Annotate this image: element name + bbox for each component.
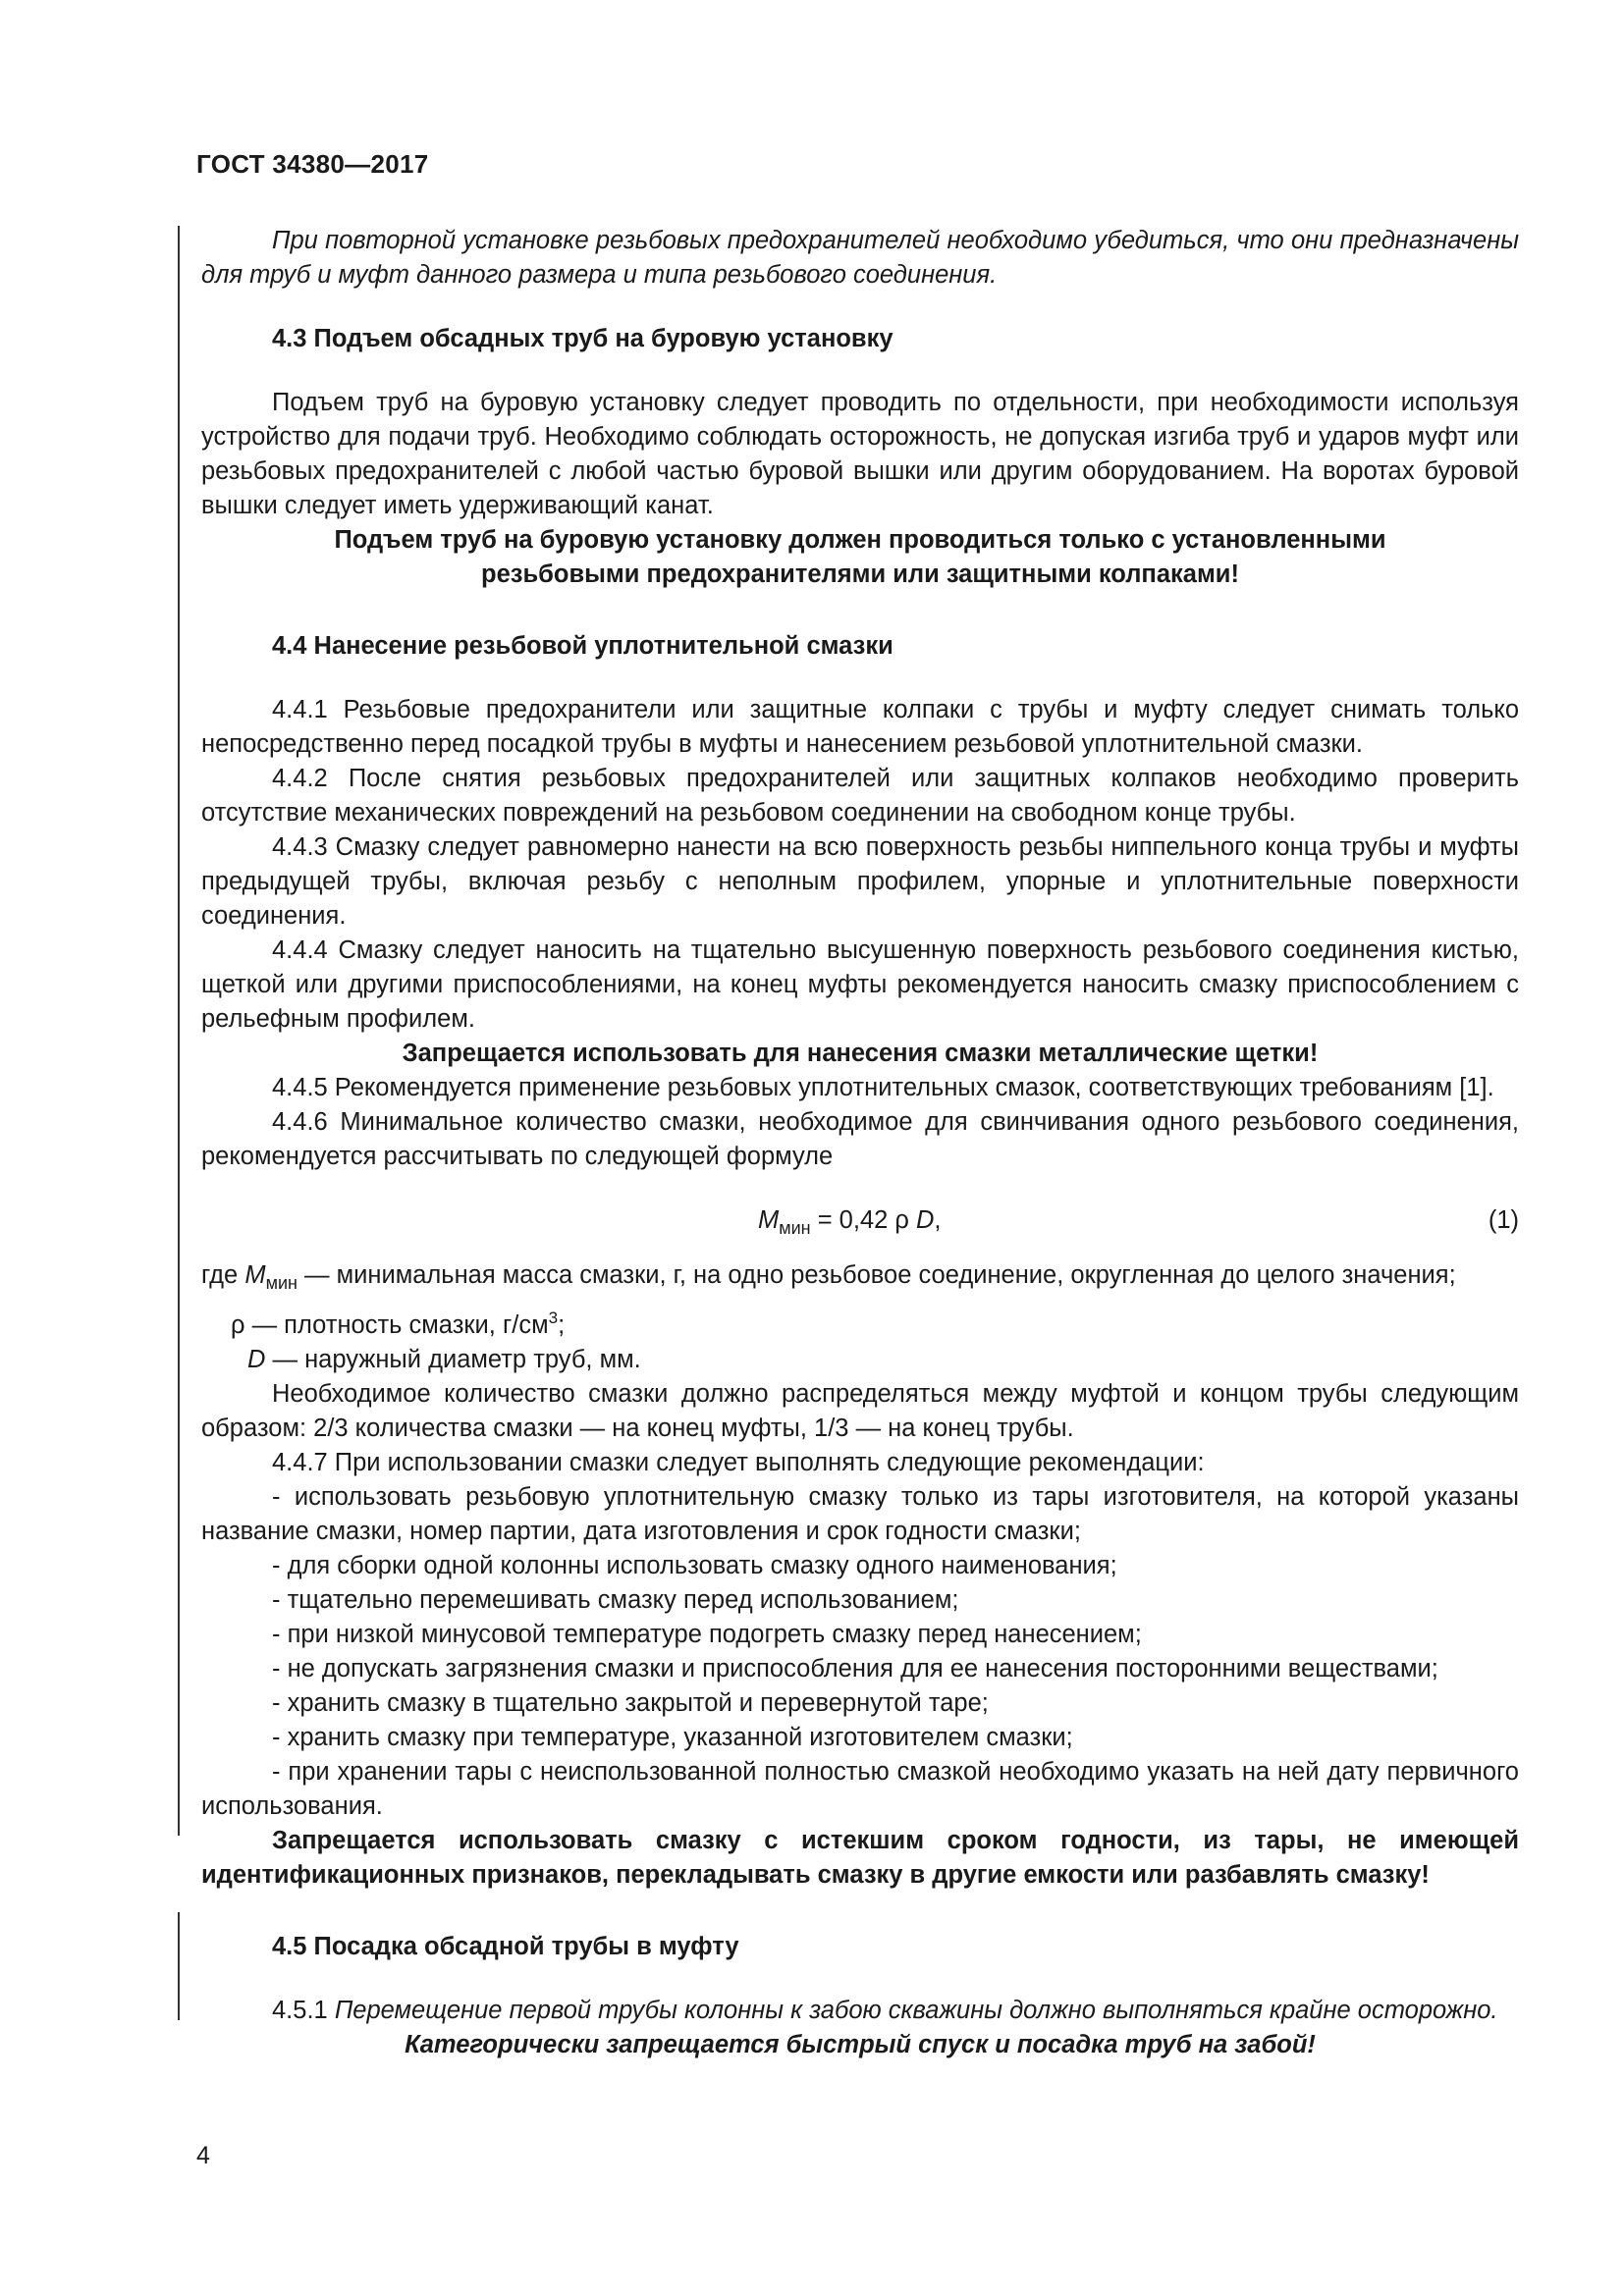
distribution-text: Необходимое количество смазки должно распределяться между муфтой и концом трубы следующим образом: 2/3 количества смазки — на конец муфты, 1/3 — на конец трубы. — [201, 1380, 1519, 1442]
paragraph-4-4-1: 4.4.1 Резьбовые предохранители или защитные колпаки с трубы и муфту следует снимать только непосредственно перед посадкой трубы в муфты и нанесением резьбовой уплотнительной смазки. — [201, 696, 1519, 758]
paragraph-4-4-4: 4.4.4 Смазку следует наносить на тщательно высушенную поверхность резьбового соединения кистью, щеткой или другими приспособлениями, на конец муфты рекомендуется наносить смазку приспособлением с рельефным профилем. — [201, 936, 1519, 1033]
list-item: - для сборки одной колонны использовать смазку одного наименования; — [272, 1552, 1117, 1579]
list-item: - при низкой минусовой температуре подогреть смазку перед нанесением; — [272, 1621, 1142, 1648]
paragraph-4-5-1: 4.5.1 Перемещение первой трубы колонны к забою скважины должно выполняться крайне осторожно. — [272, 1997, 1498, 2024]
formula-number: (1) — [1488, 1206, 1519, 1234]
formula-expression: $M_{мин} = 0,42$ ρ D, — [758, 1206, 942, 1238]
change-bar — [178, 1912, 180, 2020]
document-header: ГОСТ 34380—2017 — [196, 149, 429, 179]
section-4-3-warning-line2: резьбовыми предохранителями или защитными колпаками! — [481, 561, 1239, 588]
paragraph-4-4-5: 4.4.5 Рекомендуется применение резьбовых уплотнительных смазок, соответствующих требованиям [1]. — [272, 1074, 1494, 1101]
section-4-5-heading: 4.5 Посадка обсадной трубы в муфту — [272, 1933, 739, 1960]
where-line-mass: где $M_{мин}$ — минимальная масса смазки, г, на одно резьбовое соединение, округленная до целого значения; — [201, 1261, 1456, 1293]
intro-note: При повторной установке резьбовых предохранителей необходимо убедиться, что они предназначены для труб и муфт данного размера и типа резьбового соединения. — [201, 227, 1519, 289]
paragraph-4-4-3: 4.4.3 Смазку следует равномерно нанести на всю поверхность резьбы ниппельного конца трубы и муфты предыдущей трубы, включая резьбу с неполным профилем, упорные и уплотнительные поверхности соединения. — [201, 833, 1519, 930]
list-item: - тщательно перемешивать смазку перед использованием; — [272, 1586, 959, 1614]
where-line-density: ρ — плотность смазки, $г/см^3$; — [231, 1308, 566, 1339]
warning-expired: Запрещается использовать смазку с истекшим сроком годности, из тары, не имеющей идентификационных признаков, перекладывать смазку в другие емкости или разбавлять смазку! — [201, 1827, 1519, 1889]
document-body — [201, 224, 1519, 2062]
list-item: - не допускать загрязнения смазки и приспособления для ее нанесения посторонними веществами; — [272, 1655, 1438, 1682]
list-item: - при хранении тары с неиспользованной полностью смазкой необходимо указать на ней дату первичного использования. — [201, 1758, 1519, 1820]
section-4-4-heading: 4.4 Нанесение резьбовой уплотнительной смазки — [272, 632, 893, 660]
list-item: - использовать резьбовую уплотнительную смазку только из тары изготовителя, на которой указаны название смазки, номер партии, дата изготовления и срок годности смазки; — [201, 1483, 1519, 1545]
paragraph-4-4-6: 4.4.6 Минимальное количество смазки, необходимое для свинчивания одного резьбового соединения, рекомендуется рассчитывать по следующей формуле — [201, 1108, 1519, 1170]
where-line-diameter: D — наружный диаметр труб, мм. — [247, 1346, 641, 1373]
list-item: - хранить смазку в тщательно закрытой и перевернутой таре; — [272, 1689, 989, 1717]
paragraph-4-4-2: 4.4.2 После снятия резьбовых предохранителей или защитных колпаков необходимо проверить отсутствие механических повреждений на резьбовом соединении на свободном конце трубы. — [201, 765, 1519, 827]
section-4-3-warning-line1: Подъем труб на буровую установку должен проводиться только с установленными — [334, 526, 1386, 554]
warning-brush: Запрещается использовать для нанесения смазки металлические щетки! — [402, 1040, 1319, 1067]
formula-1 — [201, 1188, 1519, 1258]
page-number: 4 — [196, 2142, 210, 2169]
section-4-5-warning: Категорически запрещается быстрый спуск и посадка труб на забой! — [405, 2031, 1316, 2058]
change-bar — [178, 226, 180, 1836]
list-item: - хранить смазку при температуре, указанной изготовителем смазки; — [272, 1724, 1073, 1751]
section-4-3-text: Подъем труб на буровую установку следует проводить по отдельности, при необходимости используя устройство для подачи труб. Необходимо соблюдать осторожность, не допуская изгиба труб и ударов муфт или резьбовых предохранителей с любой частью буровой вышки или другим оборудованием. На воротах буровой вышки следует иметь удерживающий канат. — [201, 389, 1519, 519]
paragraph-4-4-7: 4.4.7 При использовании смазки следует выполнять следующие рекомендации: — [272, 1449, 1205, 1476]
section-4-3-heading: 4.3 Подъем обсадных труб на буровую установку — [272, 325, 893, 352]
